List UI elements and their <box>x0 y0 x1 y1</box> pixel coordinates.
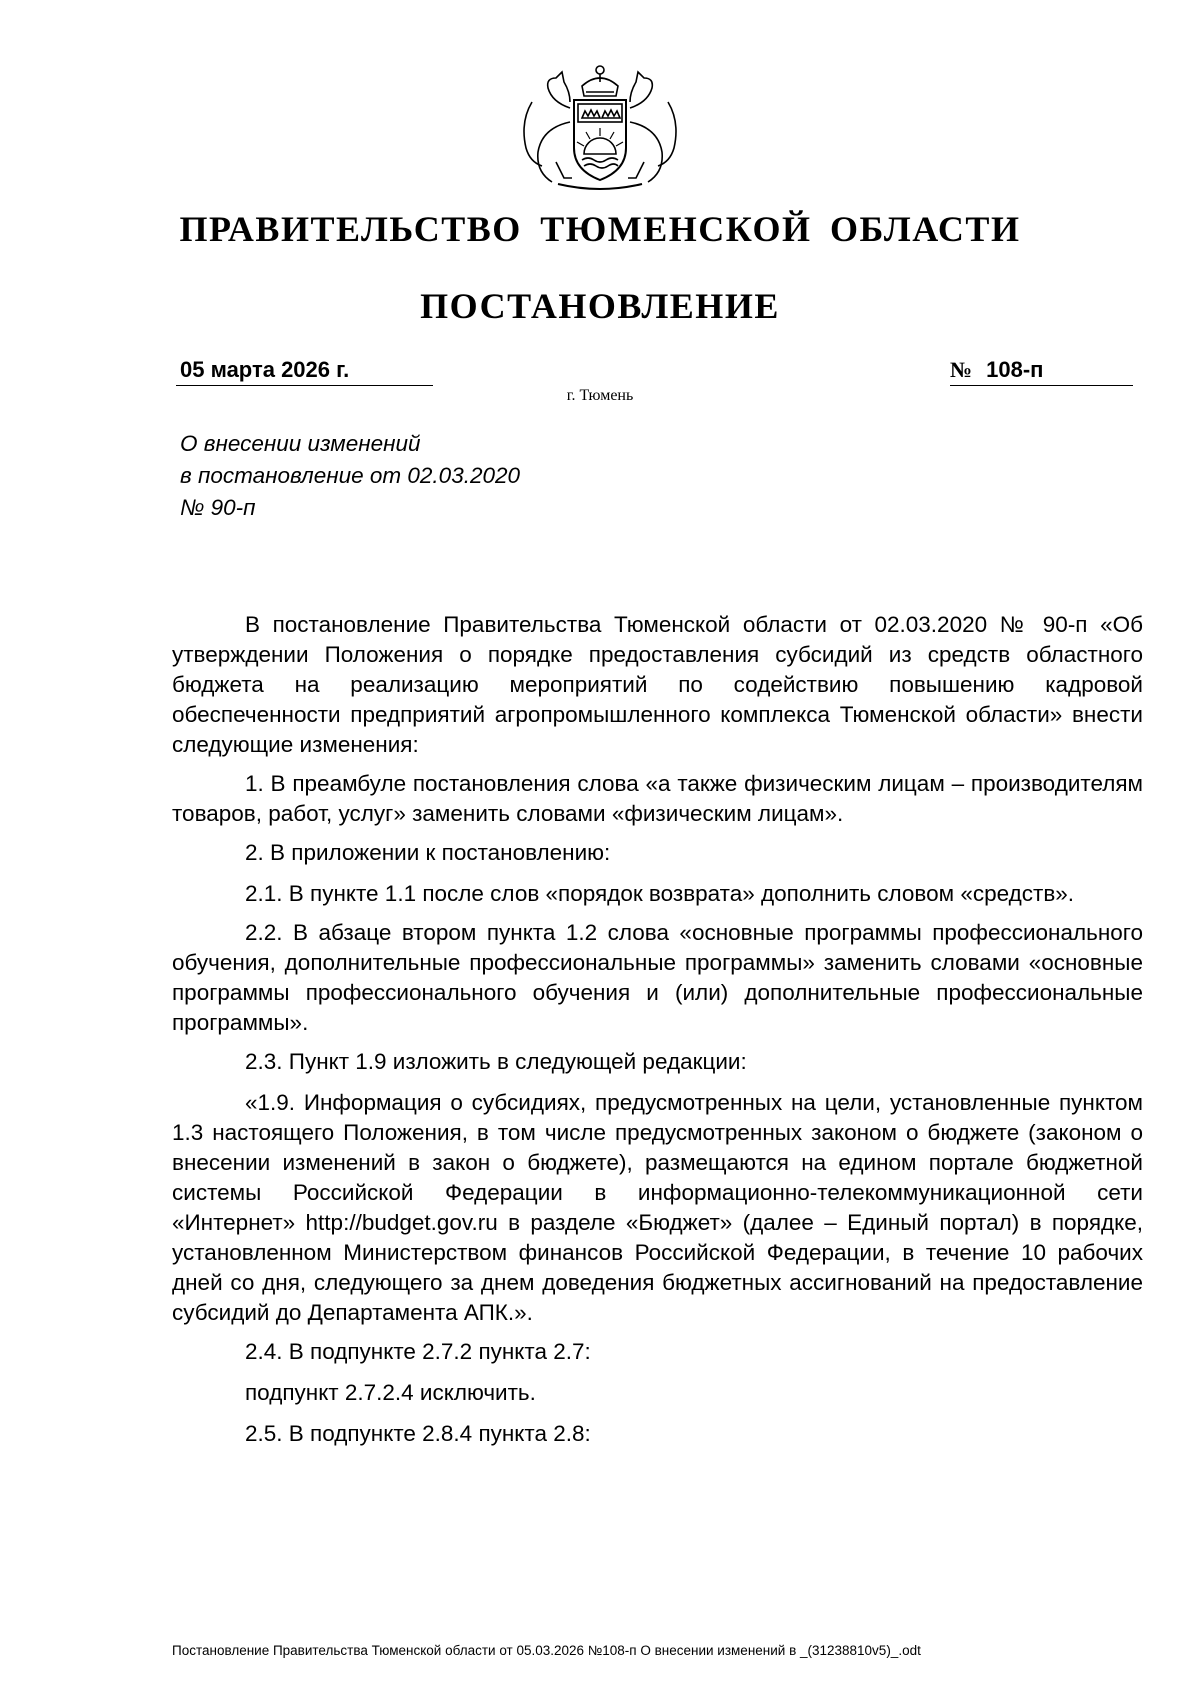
document-number: 108-п <box>986 357 1044 382</box>
body-paragraph: В постановление Правительства Тюменской области от 02.03.2020 № 90-п «Об утверждении Положения о порядке предоставления субсидий из средств областного бюджета на реализацию мероприятий по содействию повышению кадровой обеспеченности предприятий агропромышленного комплекса Тюменской области» внести следующие изменения: <box>172 612 1143 757</box>
body-paragraph: 2.4. В подпункте 2.7.2 пункта 2.7: <box>245 1339 591 1364</box>
document-body <box>172 610 1143 1458</box>
subject-line: № 90-п <box>180 495 256 520</box>
subject-line: в постановление от 02.03.2020 <box>180 463 521 488</box>
document-subject <box>180 428 700 524</box>
document-type-title: ПОСТАНОВЛЕНИЕ <box>420 286 780 326</box>
document-date: 05 марта 2026 г. <box>176 355 433 386</box>
document-number-field <box>950 355 1133 386</box>
body-paragraph: 2.3. Пункт 1.9 изложить в следующей редакции: <box>245 1049 747 1074</box>
body-paragraph: 2.1. В пункте 1.1 после слов «порядок возврата» дополнить словом «средств». <box>245 881 1075 906</box>
coat-of-arms-emblem <box>512 62 688 192</box>
body-paragraph: 1. В преамбуле постановления слова «а также физическим лицам – производителям товаров, работ, услуг» заменить словами «физическим лицам». <box>172 771 1143 826</box>
subject-line: О внесении изменений <box>180 431 421 456</box>
organization-title: ПРАВИТЕЛЬСТВО ТЮМЕНСКОЙ ОБЛАСТИ <box>179 209 1021 249</box>
body-paragraph: «1.9. Информация о субсидиях, предусмотренных на цели, установленные пунктом 1.3 настоящего Положения, в том числе предусмотренных законом о бюджете (законом о внесении изменений в закон о бюджете), размещаются на едином портале бюджетной системы Российской Федерации в информационно-телекоммуникационной сети «Интернет» http://budget.gov.ru в разделе «Бюджет» (далее – Единый портал) в порядке, установленном Министерством финансов Российской Федерации, в течение 10 рабочих дней со дня, следующего за днем доведения бюджетных ассигнований на предоставление субсидий до Департамента АПК.». <box>172 1090 1143 1325</box>
body-paragraph: подпункт 2.7.2.4 исключить. <box>245 1380 536 1405</box>
page-footer: Постановление Правительства Тюменской области от 05.03.2026 №108-п О внесении изменений в _(31238810v5)_.odt <box>172 1643 921 1658</box>
body-paragraph: 2.2. В абзаце втором пункта 1.2 слова «основные программы профессионального обучения, дополнительные профессиональные программы» заменить словами «основные программы профессионального обучения и (или) дополнительные профессиональные программы». <box>172 920 1143 1035</box>
body-paragraph: 2.5. В подпункте 2.8.4 пункта 2.8: <box>245 1421 591 1446</box>
body-paragraph: 2. В приложении к постановлению: <box>245 840 611 865</box>
city-label: г. Тюмень <box>566 387 634 404</box>
number-sign: № <box>950 357 973 382</box>
